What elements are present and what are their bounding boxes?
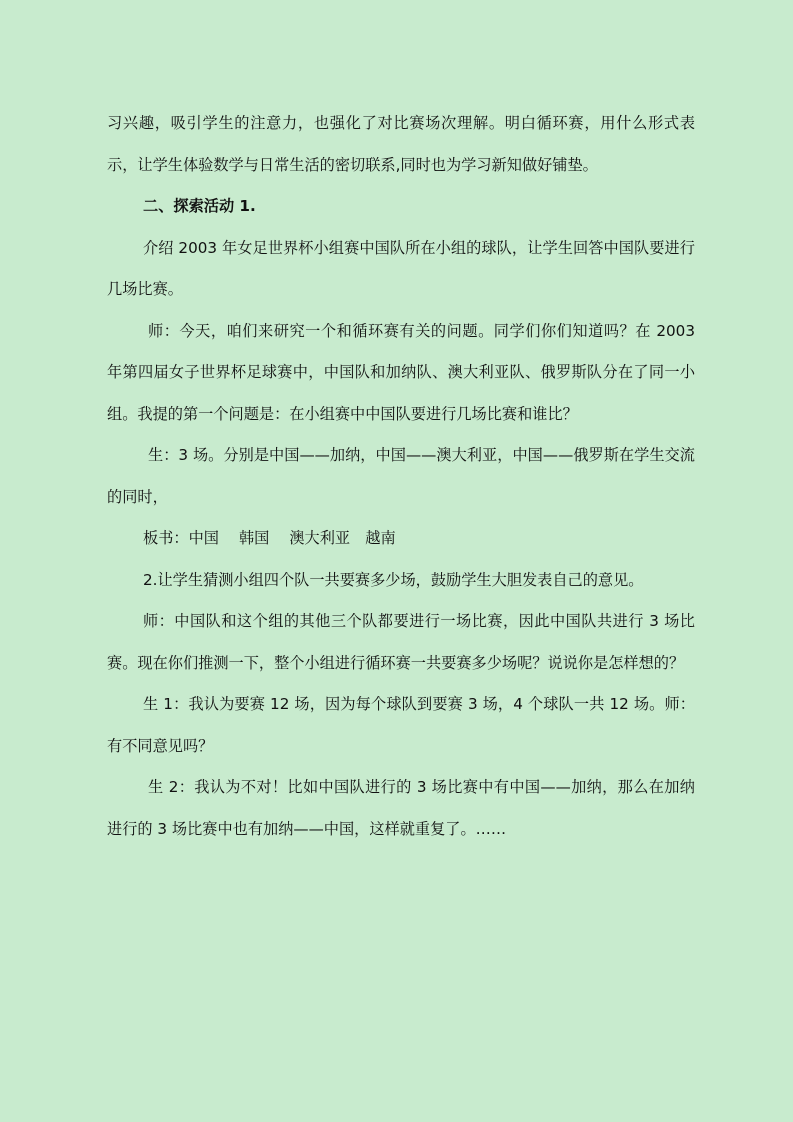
paragraph-text: 生 1：我认为要赛 12 场，因为每个球队到要赛 3 场，4 个球队一共 12 场。师：有不同意见吗？ [107,695,695,755]
paragraph-text: 生：3 场。分别是中国——加纳，中国——澳大利亚，中国——俄罗斯在学生交流的同时， [107,446,695,506]
paragraph-teacher-guess [107,601,695,684]
paragraph-student-answer [107,435,695,518]
paragraph-text: 板书：中国 韩国 澳大利亚 越南 [143,529,396,547]
paragraph-text: 师：今天，咱们来研究一个和循环赛有关的问题。同学们你们知道吗？在 2003 年第四届女子世界杯足球赛中，中国队和加纳队、澳大利亚队、俄罗斯队分在了同一小组。我提的第一个问题是：在小组赛中中国队要进行几场比赛和谁比？ [107,321,695,423]
paragraph-blackboard [107,518,695,560]
heading-text: 二、探索活动 1. [143,197,256,215]
document-body [107,103,695,850]
paragraph-text: 介绍 2003 年女足世界杯小组赛中国队所在小组的球队，让学生回答中国队要进行几场比赛。 [107,238,695,298]
paragraph-text: 习兴趣，吸引学生的注意力，也强化了对比赛场次理解。明白循环赛，用什么形式表示，让学生体验数学与日常生活的密切联系,同时也为学习新知做好铺垫。 [107,114,695,174]
paragraph-guess-matches [107,560,695,602]
section-heading-explore-activity [107,186,695,228]
paragraph-student1 [107,684,695,767]
paragraph-text: 师：中国队和这个组的其他三个队都要进行一场比赛，因此中国队共进行 3 场比赛。现在你们推测一下，整个小组进行循环赛一共要赛多少场呢？说说你是怎样想的？ [107,612,695,672]
paragraph-text: 2.让学生猜测小组四个队一共要赛多少场，鼓励学生大胆发表自己的意见。 [143,570,644,589]
paragraph-intro-continuation [107,103,695,186]
paragraph-introduce-teams [107,228,695,311]
paragraph-student2 [107,767,695,850]
paragraph-teacher-question [107,311,695,436]
paragraph-text: 生 2：我认为不对！比如中国队进行的 3 场比赛中有中国——加纳，那么在加纳进行的 3 场比赛中也有加纳——中国，这样就重复了。…… [107,778,695,838]
